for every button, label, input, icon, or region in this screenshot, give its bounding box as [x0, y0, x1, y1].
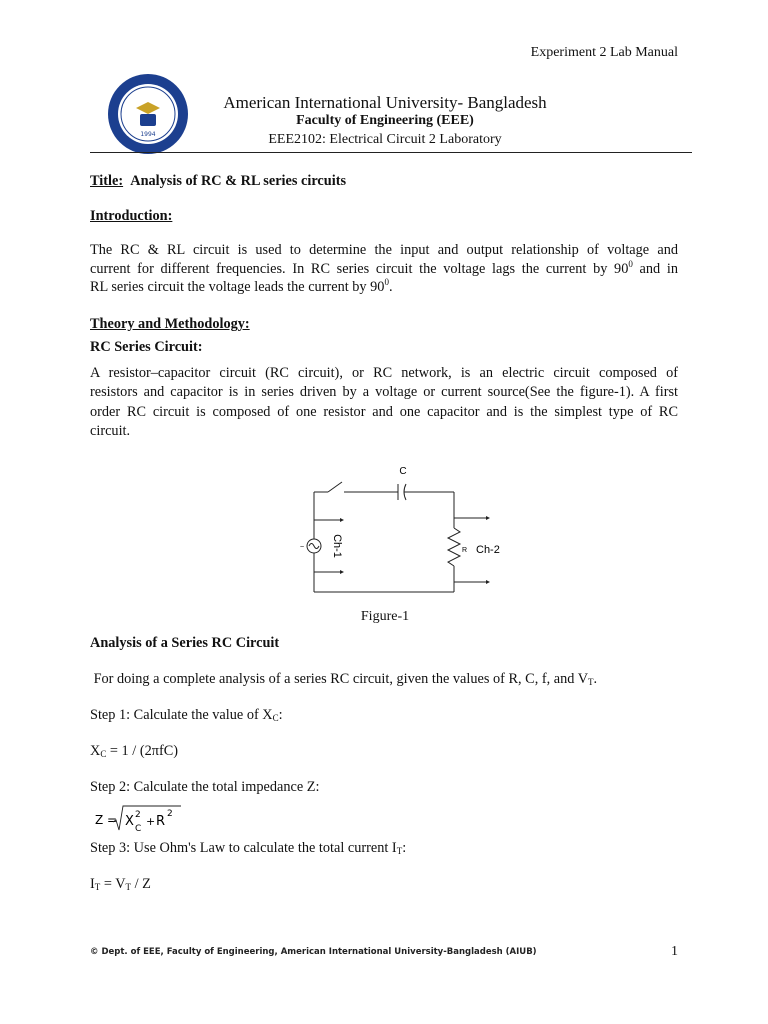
svg-text:C: C: [135, 824, 142, 834]
svg-text:+: +: [146, 815, 156, 828]
analysis-intro: For doing a complete analysis of a series RC circuit, given the values of R, C, f, and $V_T$.: [90, 671, 598, 687]
introduction-heading: Introduction:: [90, 208, 173, 224]
university-logo: [106, 72, 190, 156]
intro-line-1: The RC & RL circuit is used to determine the input and output relationship of voltage and: [90, 242, 678, 258]
theory-line-2: resistors and capacitor is in series driven by a voltage or current source(See the figure-1). A first: [90, 384, 678, 400]
svg-text:~: ~: [300, 544, 305, 551]
course-name: EEE2102: Electrical Circuit 2 Laboratory: [268, 132, 502, 147]
ch2-label: Ch-2: [476, 544, 500, 556]
ch1-label: Ch-1: [331, 534, 343, 558]
intro-line-3: RL series circuit the voltage leads the current by $90^0$.: [90, 277, 393, 295]
svg-text:2: 2: [135, 810, 141, 820]
faculty-name: Faculty of Engineering (EEE): [296, 113, 474, 128]
resistor-label: R: [462, 547, 468, 554]
header-divider: [90, 152, 692, 153]
step-3: Step 3: Use Ohm's Law to calculate the total current $I_T$:: [90, 840, 407, 856]
theory-line-1: A resistor–capacitor circuit (RC circuit), or RC network, is an electric circuit composed of: [90, 365, 678, 381]
theory-line-4: circuit.: [90, 423, 131, 439]
figure-caption: Figure-1: [360, 609, 410, 624]
rc-series-subheading: RC Series Circuit:: [90, 339, 203, 355]
footer-copyright: © Dept. of EEE, Faculty of Engineering, American International University-Bangladesh (AIUB): [90, 947, 537, 957]
analysis-heading: Analysis of a Series RC Circuit: [90, 635, 280, 651]
page-number: 1: [671, 944, 678, 959]
svg-text:R: R: [156, 814, 166, 829]
svg-text:X: X: [125, 814, 134, 829]
step-2: Step 2: Calculate the total impedance Z:: [90, 779, 320, 795]
manual-label: Experiment 2 Lab Manual: [530, 45, 678, 60]
title-label: Title:: [90, 173, 124, 189]
it-equation: $I_T = V_T / Z$: [90, 876, 151, 892]
switch: [328, 482, 342, 492]
resistor-zigzag: [448, 528, 460, 566]
impedance-formula: [95, 802, 195, 836]
svg-text:Z =: Z =: [95, 813, 118, 827]
svg-text:2: 2: [167, 809, 173, 819]
capacitor-label: C: [399, 466, 407, 477]
rc-circuit-diagram: [290, 460, 500, 600]
document-title: [90, 173, 678, 190]
title-text: Analysis of RC & RL series circuits: [130, 173, 347, 189]
theory-heading: Theory and Methodology:: [90, 316, 250, 332]
theory-line-3: order RC circuit is composed of one resistor and one capacitor and is the simplest type of RC: [90, 404, 678, 420]
logo-year: 1994: [140, 131, 156, 138]
intro-line-2: current for different frequencies. In RC series circuit the voltage lags the current by $90^0$ and in: [90, 259, 678, 277]
university-name: American International University- Bangladesh: [223, 93, 547, 112]
xc-equation: $X_C = 1 / (2\pi fC)$: [90, 743, 179, 759]
step-1: Step 1: Calculate the value of $X_C$:: [90, 707, 283, 723]
